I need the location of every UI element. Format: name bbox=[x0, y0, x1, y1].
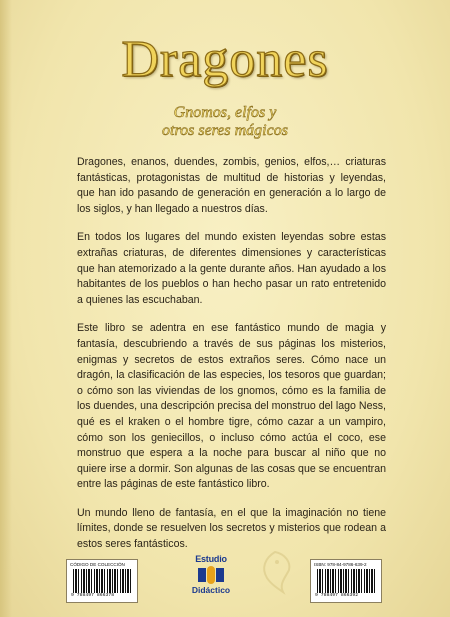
blurb-paragraph-3: Este libro se adentra en ese fantástico mundo de magia y fantasía, descubriendo a través de sus páginas los misterios, enigmas y secretos de estos extraños seres. Cómo nace un dragón, la clasificación de las especies, los tesoros que guardan; o cómo son las viviendas de los gnomos, cómo es la familia de los duendes, una descripción precisa del monstruo del lago Ness, qué es el kraken o el hombre tigre, cómo cazar a un vampiro, cómo son los geniecillos, o incluso cómo actúa el coco, ese monstruo que espera a la noche para buscar al niño que no quiere irse a dormir. Son algunas de las cosas que se encuentran entre las páginas de este fantástico libro. bbox=[77, 322, 386, 491]
isbn-label: ISBN: 978-84-9786-639-2 bbox=[314, 562, 367, 567]
barcode-bars bbox=[317, 569, 377, 593]
subtitle-line-1: Gnomos, elfos y bbox=[173, 104, 277, 121]
blurb-paragraph-4: Un mundo lleno de fantasía, en el que la imaginación no tiene límites, donde se resuelven los secretos y misterios que rodean a estos seres fantásticos. bbox=[77, 506, 386, 551]
subtitle-line-2: otros seres mágicos bbox=[162, 122, 288, 139]
blurb-paragraph-2: En todos los lugares del mundo existen leyendas sobre estas extrañas criaturas, de diferentes dimensiones y características que han atemorizado a la gente durante años. Han ayudado a los habitantes de los pueblos o han hecho pasar un rato entretenido a quienes las escuchaban. bbox=[77, 231, 386, 306]
book-subtitle bbox=[0, 104, 450, 140]
publisher-logo-icon bbox=[198, 566, 224, 584]
barcode-bars bbox=[73, 569, 133, 593]
blurb-text bbox=[77, 155, 386, 566]
blurb-paragraph-1: Dragones, enanos, duendes, zombis, genios, elfos,… criaturas fantásticas, protagonistas de multitud de historias y leyendas, que han ido pasando de generación en generación a lo largo de los siglos, y han llegado a nuestros días. bbox=[77, 156, 386, 215]
publisher-logo bbox=[186, 554, 236, 604]
publisher-name-bottom: Didáctico bbox=[191, 585, 231, 595]
collection-code-label: CÓDIGO DE COLECCIÓN bbox=[70, 562, 125, 567]
collection-barcode bbox=[66, 559, 138, 603]
book-title: Dragones bbox=[121, 31, 329, 88]
isbn-barcode bbox=[310, 559, 382, 603]
spine-shadow bbox=[0, 0, 12, 617]
embossed-dragon-icon bbox=[255, 548, 295, 596]
isbn-barcode-digits: 9 788497 866392 bbox=[315, 593, 359, 598]
publisher-name-top: Estudio bbox=[195, 554, 227, 564]
collection-barcode-digits: 9 788497 866378 bbox=[71, 593, 115, 598]
